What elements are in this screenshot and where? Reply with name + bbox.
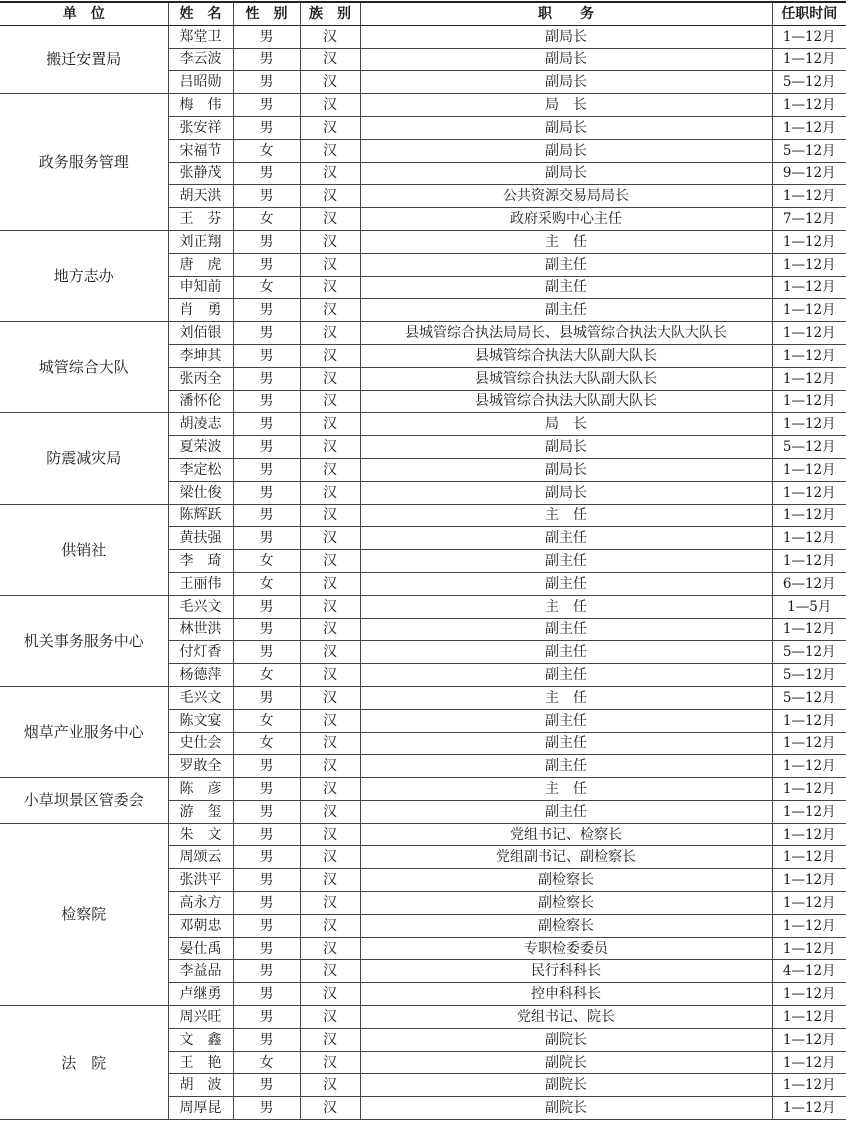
- ethnicity-cell: 汉: [300, 709, 360, 732]
- term-cell: 1—12月: [772, 846, 846, 869]
- term-cell: 1—12月: [772, 778, 846, 801]
- name-cell: 李坤其: [168, 344, 233, 367]
- position-cell: 局 长: [360, 94, 772, 117]
- term-cell: 1—12月: [772, 527, 846, 550]
- term-cell: 1—12月: [772, 892, 846, 915]
- ethnicity-cell: 汉: [300, 550, 360, 573]
- term-cell: 9—12月: [772, 162, 846, 185]
- ethnicity-cell: 汉: [300, 937, 360, 960]
- ethnicity-cell: 汉: [300, 664, 360, 687]
- ethnicity-cell: 汉: [300, 390, 360, 413]
- gender-cell: 男: [233, 755, 300, 778]
- position-cell: 副主任: [360, 299, 772, 322]
- name-cell: 陈辉跃: [168, 504, 233, 527]
- position-cell: 副局长: [360, 436, 772, 459]
- position-cell: 公共资源交易局局长: [360, 185, 772, 208]
- position-cell: 副主任: [360, 527, 772, 550]
- gender-cell: 男: [233, 367, 300, 390]
- ethnicity-cell: 汉: [300, 755, 360, 778]
- term-cell: 5—12月: [772, 139, 846, 162]
- gender-cell: 男: [233, 869, 300, 892]
- header-row: [0, 2, 846, 25]
- ethnicity-cell: 汉: [300, 1074, 360, 1097]
- name-cell: 宋福节: [168, 139, 233, 162]
- position-cell: 副主任: [360, 709, 772, 732]
- ethnicity-cell: 汉: [300, 1006, 360, 1029]
- gender-cell: 男: [233, 1028, 300, 1051]
- ethnicity-cell: 汉: [300, 344, 360, 367]
- gender-cell: 男: [233, 800, 300, 823]
- term-cell: 1—12月: [772, 709, 846, 732]
- table-row: [0, 778, 846, 801]
- name-cell: 王 芬: [168, 208, 233, 231]
- table-row: [0, 322, 846, 345]
- gender-cell: 男: [233, 344, 300, 367]
- name-cell: 申知前: [168, 276, 233, 299]
- ethnicity-cell: 汉: [300, 322, 360, 345]
- term-cell: 1—12月: [772, 823, 846, 846]
- position-cell: 副主任: [360, 732, 772, 755]
- ethnicity-cell: 汉: [300, 778, 360, 801]
- ethnicity-cell: 汉: [300, 618, 360, 641]
- name-cell: 卢继勇: [168, 983, 233, 1006]
- ethnicity-cell: 汉: [300, 162, 360, 185]
- gender-cell: 男: [233, 618, 300, 641]
- term-cell: 1—12月: [772, 800, 846, 823]
- gender-cell: 男: [233, 983, 300, 1006]
- position-cell: 主 任: [360, 686, 772, 709]
- ethnicity-cell: 汉: [300, 413, 360, 436]
- ethnicity-cell: 汉: [300, 230, 360, 253]
- header-position: 职 务: [360, 2, 772, 25]
- table-row: [0, 1006, 846, 1029]
- unit-cell: 搬迁安置局: [0, 25, 168, 93]
- gender-cell: 女: [233, 664, 300, 687]
- term-cell: 1—12月: [772, 458, 846, 481]
- name-cell: 杨德萍: [168, 664, 233, 687]
- gender-cell: 男: [233, 1097, 300, 1120]
- position-cell: 副院长: [360, 1028, 772, 1051]
- term-cell: 1—12月: [772, 25, 846, 48]
- name-cell: 郑堂卫: [168, 25, 233, 48]
- gender-cell: 男: [233, 846, 300, 869]
- position-cell: 副检察长: [360, 892, 772, 915]
- unit-cell: 小草坝景区管委会: [0, 778, 168, 824]
- gender-cell: 男: [233, 94, 300, 117]
- term-cell: 4—12月: [772, 960, 846, 983]
- ethnicity-cell: 汉: [300, 185, 360, 208]
- ethnicity-cell: 汉: [300, 527, 360, 550]
- name-cell: 梁仕俊: [168, 481, 233, 504]
- term-cell: 1—12月: [772, 413, 846, 436]
- roster-table-wrapper: [0, 1, 846, 1120]
- term-cell: 5—12月: [772, 641, 846, 664]
- term-cell: 1—12月: [772, 481, 846, 504]
- name-cell: 张安祥: [168, 116, 233, 139]
- gender-cell: 男: [233, 937, 300, 960]
- position-cell: 副主任: [360, 641, 772, 664]
- table-row: [0, 686, 846, 709]
- unit-cell: 城管综合大队: [0, 322, 168, 413]
- position-cell: 副主任: [360, 276, 772, 299]
- header-term: 任职时间: [772, 2, 846, 25]
- term-cell: 1—12月: [772, 230, 846, 253]
- name-cell: 梅 伟: [168, 94, 233, 117]
- table-row: [0, 595, 846, 618]
- position-cell: 副局长: [360, 162, 772, 185]
- unit-cell: 防震减灾局: [0, 413, 168, 504]
- position-cell: 副局长: [360, 48, 772, 71]
- header-unit: 单 位: [0, 2, 168, 25]
- ethnicity-cell: 汉: [300, 367, 360, 390]
- position-cell: 副主任: [360, 664, 772, 687]
- term-cell: 1—12月: [772, 48, 846, 71]
- header-ethnicity: 族 别: [300, 2, 360, 25]
- term-cell: 1—12月: [772, 914, 846, 937]
- name-cell: 高永方: [168, 892, 233, 915]
- name-cell: 史仕会: [168, 732, 233, 755]
- gender-cell: 女: [233, 572, 300, 595]
- gender-cell: 男: [233, 230, 300, 253]
- gender-cell: 男: [233, 892, 300, 915]
- gender-cell: 女: [233, 139, 300, 162]
- position-cell: 控申科科长: [360, 983, 772, 1006]
- term-cell: 1—12月: [772, 755, 846, 778]
- name-cell: 吕昭勋: [168, 71, 233, 94]
- table-row: [0, 413, 846, 436]
- ethnicity-cell: 汉: [300, 1028, 360, 1051]
- ethnicity-cell: 汉: [300, 139, 360, 162]
- name-cell: 刘佰银: [168, 322, 233, 345]
- name-cell: 张丙全: [168, 367, 233, 390]
- position-cell: 局 长: [360, 413, 772, 436]
- term-cell: 1—12月: [772, 253, 846, 276]
- position-cell: 副主任: [360, 550, 772, 573]
- ethnicity-cell: 汉: [300, 25, 360, 48]
- term-cell: 1—12月: [772, 983, 846, 1006]
- term-cell: 1—12月: [772, 185, 846, 208]
- term-cell: 1—12月: [772, 550, 846, 573]
- name-cell: 游 玺: [168, 800, 233, 823]
- name-cell: 周厚昆: [168, 1097, 233, 1120]
- term-cell: 1—12月: [772, 116, 846, 139]
- name-cell: 王丽伟: [168, 572, 233, 595]
- ethnicity-cell: 汉: [300, 869, 360, 892]
- ethnicity-cell: 汉: [300, 983, 360, 1006]
- ethnicity-cell: 汉: [300, 208, 360, 231]
- term-cell: 5—12月: [772, 71, 846, 94]
- name-cell: 夏荣波: [168, 436, 233, 459]
- unit-cell: 法 院: [0, 1006, 168, 1120]
- ethnicity-cell: 汉: [300, 299, 360, 322]
- gender-cell: 男: [233, 162, 300, 185]
- name-cell: 邓朝忠: [168, 914, 233, 937]
- gender-cell: 男: [233, 185, 300, 208]
- position-cell: 副局长: [360, 116, 772, 139]
- unit-cell: 政务服务管理: [0, 94, 168, 231]
- gender-cell: 男: [233, 641, 300, 664]
- position-cell: 政府采购中心主任: [360, 208, 772, 231]
- position-cell: 县城管综合执法大队副大队长: [360, 390, 772, 413]
- position-cell: 民行科科长: [360, 960, 772, 983]
- position-cell: 副局长: [360, 481, 772, 504]
- position-cell: 主 任: [360, 504, 772, 527]
- term-cell: 1—12月: [772, 344, 846, 367]
- name-cell: 罗敢全: [168, 755, 233, 778]
- position-cell: 副检察长: [360, 869, 772, 892]
- gender-cell: 女: [233, 550, 300, 573]
- gender-cell: 男: [233, 823, 300, 846]
- ethnicity-cell: 汉: [300, 595, 360, 618]
- gender-cell: 男: [233, 390, 300, 413]
- term-cell: 1—12月: [772, 732, 846, 755]
- gender-cell: 男: [233, 1006, 300, 1029]
- position-cell: 党组书记、检察长: [360, 823, 772, 846]
- roster-body: [0, 25, 846, 1119]
- ethnicity-cell: 汉: [300, 823, 360, 846]
- name-cell: 李 琦: [168, 550, 233, 573]
- position-cell: 县城管综合执法局局长、县城管综合执法大队大队长: [360, 322, 772, 345]
- term-cell: 1—12月: [772, 390, 846, 413]
- term-cell: 7—12月: [772, 208, 846, 231]
- name-cell: 肖 勇: [168, 299, 233, 322]
- table-row: [0, 230, 846, 253]
- name-cell: 文 鑫: [168, 1028, 233, 1051]
- unit-cell: 机关事务服务中心: [0, 595, 168, 686]
- name-cell: 黄扶强: [168, 527, 233, 550]
- ethnicity-cell: 汉: [300, 1097, 360, 1120]
- gender-cell: 男: [233, 413, 300, 436]
- term-cell: 5—12月: [772, 664, 846, 687]
- gender-cell: 男: [233, 481, 300, 504]
- gender-cell: 女: [233, 1051, 300, 1074]
- ethnicity-cell: 汉: [300, 71, 360, 94]
- unit-cell: 地方志办: [0, 230, 168, 321]
- name-cell: 刘正翔: [168, 230, 233, 253]
- table-row: [0, 94, 846, 117]
- ethnicity-cell: 汉: [300, 116, 360, 139]
- position-cell: 县城管综合执法大队副大队长: [360, 344, 772, 367]
- ethnicity-cell: 汉: [300, 436, 360, 459]
- name-cell: 周颂云: [168, 846, 233, 869]
- position-cell: 副局长: [360, 25, 772, 48]
- ethnicity-cell: 汉: [300, 914, 360, 937]
- header-name: 姓 名: [168, 2, 233, 25]
- name-cell: 胡凌志: [168, 413, 233, 436]
- name-cell: 唐 虎: [168, 253, 233, 276]
- position-cell: 副主任: [360, 618, 772, 641]
- name-cell: 胡天洪: [168, 185, 233, 208]
- ethnicity-cell: 汉: [300, 960, 360, 983]
- table-row: [0, 25, 846, 48]
- term-cell: 1—12月: [772, 1028, 846, 1051]
- gender-cell: 男: [233, 71, 300, 94]
- table-row: [0, 823, 846, 846]
- ethnicity-cell: 汉: [300, 641, 360, 664]
- gender-cell: 女: [233, 276, 300, 299]
- position-cell: 主 任: [360, 595, 772, 618]
- gender-cell: 女: [233, 208, 300, 231]
- gender-cell: 女: [233, 732, 300, 755]
- officials-roster-table: [0, 1, 846, 1120]
- header-gender: 性 别: [233, 2, 300, 25]
- gender-cell: 男: [233, 686, 300, 709]
- name-cell: 林世洪: [168, 618, 233, 641]
- name-cell: 李定松: [168, 458, 233, 481]
- gender-cell: 男: [233, 436, 300, 459]
- term-cell: 6—12月: [772, 572, 846, 595]
- name-cell: 张洪平: [168, 869, 233, 892]
- ethnicity-cell: 汉: [300, 686, 360, 709]
- position-cell: 党组副书记、副检察长: [360, 846, 772, 869]
- unit-cell: 检察院: [0, 823, 168, 1005]
- term-cell: 1—5月: [772, 595, 846, 618]
- gender-cell: 男: [233, 504, 300, 527]
- position-cell: 专职检委委员: [360, 937, 772, 960]
- ethnicity-cell: 汉: [300, 732, 360, 755]
- name-cell: 李益品: [168, 960, 233, 983]
- gender-cell: 男: [233, 48, 300, 71]
- name-cell: 张静茂: [168, 162, 233, 185]
- term-cell: 5—12月: [772, 436, 846, 459]
- ethnicity-cell: 汉: [300, 800, 360, 823]
- name-cell: 李云波: [168, 48, 233, 71]
- name-cell: 陈 彦: [168, 778, 233, 801]
- term-cell: 1—12月: [772, 1097, 846, 1120]
- term-cell: 1—12月: [772, 367, 846, 390]
- term-cell: 1—12月: [772, 937, 846, 960]
- ethnicity-cell: 汉: [300, 846, 360, 869]
- unit-cell: 烟草产业服务中心: [0, 686, 168, 777]
- ethnicity-cell: 汉: [300, 276, 360, 299]
- gender-cell: 女: [233, 709, 300, 732]
- term-cell: 1—12月: [772, 1006, 846, 1029]
- gender-cell: 男: [233, 458, 300, 481]
- position-cell: 副局长: [360, 458, 772, 481]
- term-cell: 1—12月: [772, 504, 846, 527]
- position-cell: 副院长: [360, 1074, 772, 1097]
- gender-cell: 男: [233, 253, 300, 276]
- position-cell: 副检察长: [360, 914, 772, 937]
- term-cell: 1—12月: [772, 618, 846, 641]
- ethnicity-cell: 汉: [300, 48, 360, 71]
- term-cell: 1—12月: [772, 322, 846, 345]
- position-cell: 副院长: [360, 1051, 772, 1074]
- name-cell: 陈文宴: [168, 709, 233, 732]
- name-cell: 付灯香: [168, 641, 233, 664]
- unit-cell: 供销社: [0, 504, 168, 595]
- name-cell: 王 艳: [168, 1051, 233, 1074]
- position-cell: 副局长: [360, 71, 772, 94]
- position-cell: 副院长: [360, 1097, 772, 1120]
- gender-cell: 男: [233, 25, 300, 48]
- ethnicity-cell: 汉: [300, 253, 360, 276]
- gender-cell: 男: [233, 960, 300, 983]
- ethnicity-cell: 汉: [300, 94, 360, 117]
- position-cell: 副局长: [360, 139, 772, 162]
- gender-cell: 男: [233, 914, 300, 937]
- table-row: [0, 504, 846, 527]
- name-cell: 潘怀伦: [168, 390, 233, 413]
- ethnicity-cell: 汉: [300, 481, 360, 504]
- term-cell: 1—12月: [772, 276, 846, 299]
- gender-cell: 男: [233, 778, 300, 801]
- position-cell: 副主任: [360, 572, 772, 595]
- term-cell: 1—12月: [772, 94, 846, 117]
- name-cell: 周兴旺: [168, 1006, 233, 1029]
- gender-cell: 男: [233, 1074, 300, 1097]
- term-cell: 1—12月: [772, 1051, 846, 1074]
- position-cell: 副主任: [360, 800, 772, 823]
- gender-cell: 男: [233, 322, 300, 345]
- term-cell: 1—12月: [772, 299, 846, 322]
- position-cell: 副主任: [360, 253, 772, 276]
- gender-cell: 男: [233, 299, 300, 322]
- position-cell: 主 任: [360, 230, 772, 253]
- term-cell: 5—12月: [772, 686, 846, 709]
- gender-cell: 男: [233, 527, 300, 550]
- position-cell: 党组书记、院长: [360, 1006, 772, 1029]
- name-cell: 毛兴文: [168, 686, 233, 709]
- ethnicity-cell: 汉: [300, 458, 360, 481]
- name-cell: 胡 波: [168, 1074, 233, 1097]
- name-cell: 晏仕禹: [168, 937, 233, 960]
- ethnicity-cell: 汉: [300, 572, 360, 595]
- name-cell: 朱 文: [168, 823, 233, 846]
- term-cell: 1—12月: [772, 1074, 846, 1097]
- term-cell: 1—12月: [772, 869, 846, 892]
- name-cell: 毛兴文: [168, 595, 233, 618]
- ethnicity-cell: 汉: [300, 1051, 360, 1074]
- gender-cell: 男: [233, 116, 300, 139]
- position-cell: 主 任: [360, 778, 772, 801]
- position-cell: 副主任: [360, 755, 772, 778]
- ethnicity-cell: 汉: [300, 892, 360, 915]
- ethnicity-cell: 汉: [300, 504, 360, 527]
- position-cell: 县城管综合执法大队副大队长: [360, 367, 772, 390]
- gender-cell: 男: [233, 595, 300, 618]
